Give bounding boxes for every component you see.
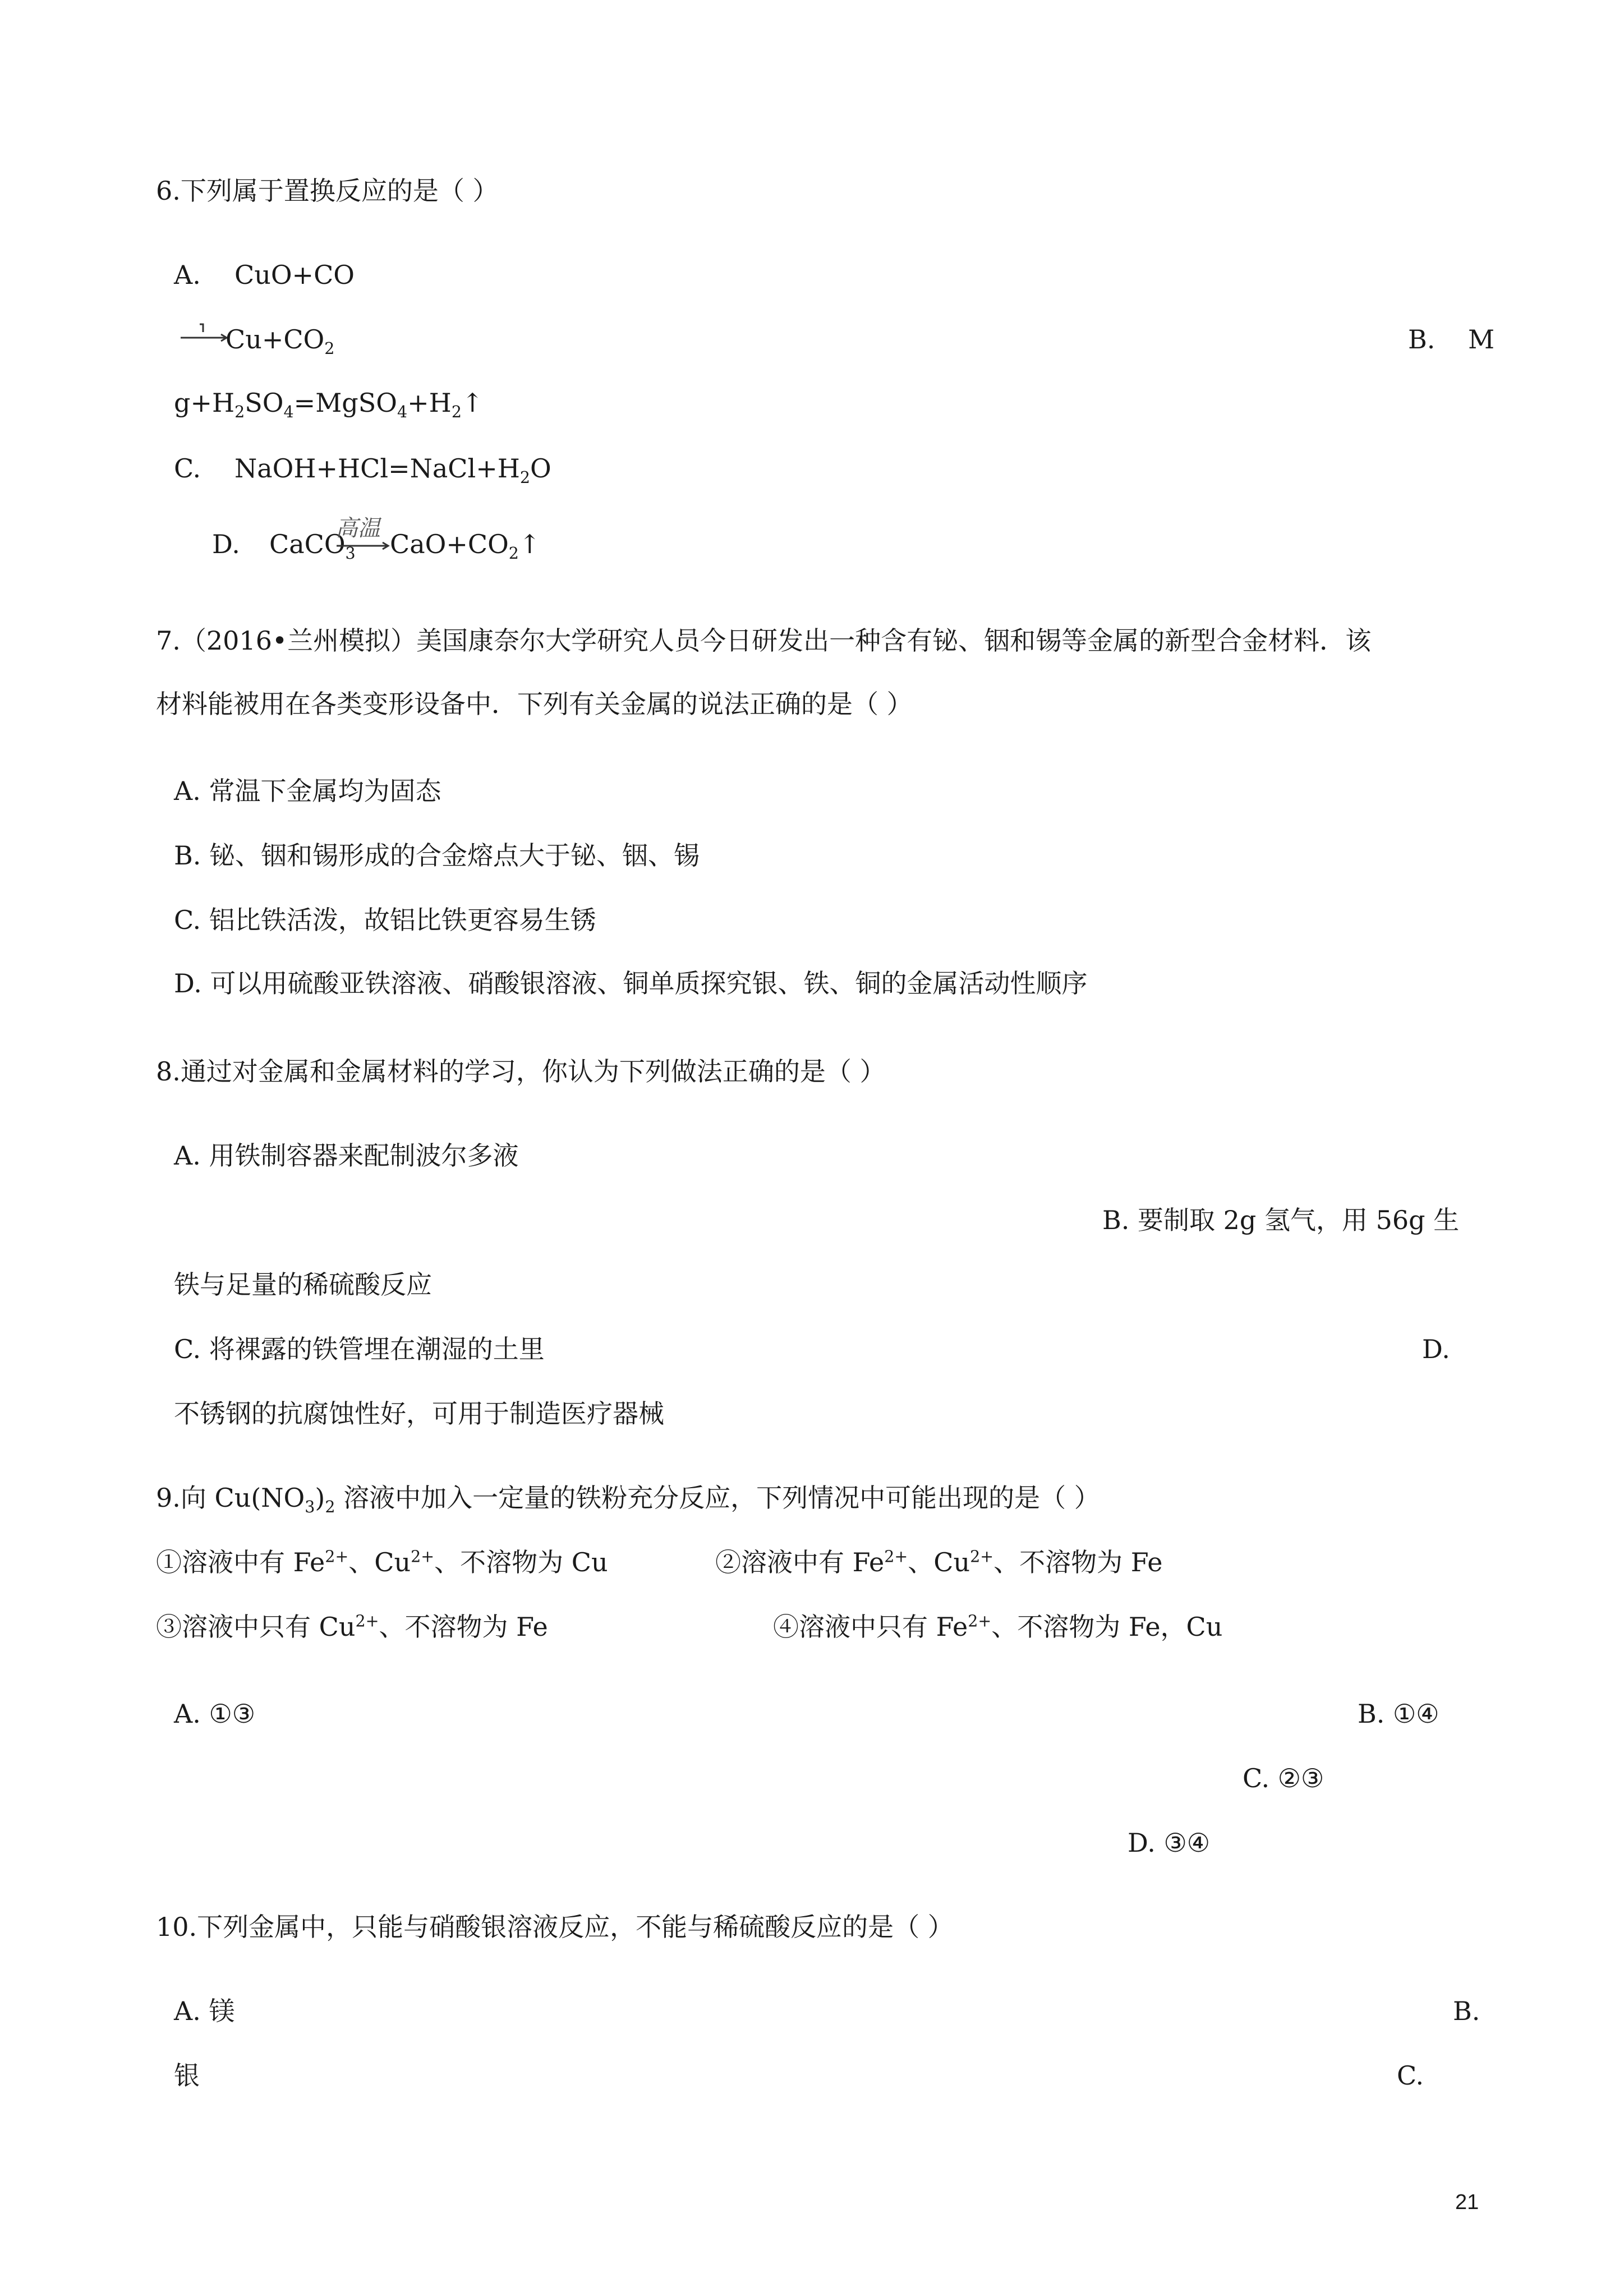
q9-option-c: C. ②③ <box>1243 1763 1324 1793</box>
q7-option-c: C. 铝比铁活泼，故铝比铁更容易生锈 <box>174 905 596 935</box>
q7-option-b: B. 铋、铟和锡形成的合金熔点大于铋、铟、锡 <box>174 840 700 871</box>
q8-option-d-label: D. <box>1422 1334 1450 1364</box>
q6-option-d-condition: 高温 <box>335 516 380 541</box>
q6-option-b-label: B. M <box>1408 324 1495 355</box>
q8-option-c: C. 将裸露的铁管埋在潮湿的土里 <box>174 1334 545 1364</box>
reaction-arrow-icon <box>178 320 229 348</box>
q6-option-c-label: C. <box>174 453 201 484</box>
reaction-arrow-icon <box>335 537 392 554</box>
q7-stem-line1: 7.（2016•兰州模拟）美国康奈尔大学研究人员今日研发出一种含有铋、铟和锡等金属的新型合金材料．该 <box>156 625 1372 656</box>
q9-option-b: B. ①④ <box>1358 1699 1439 1729</box>
q8-option-b-line1: B. 要制取 2g 氢气，用 56g 生 <box>1102 1205 1460 1235</box>
q10-option-c-label: C. <box>1397 2060 1424 2091</box>
q9-situation-2: ②溶液中有 $Fe^{2+}$、$Cu^{2+}$、不溶物为 Fe <box>715 1547 1163 1577</box>
q6-option-d-label: D. <box>212 529 240 559</box>
q6-option-a-product: $Cu+CO_2$ <box>226 324 335 358</box>
page-number: 21 <box>1455 2191 1479 2214</box>
q6-stem: 6.下列属于置换反应的是（ ） <box>156 176 499 206</box>
q9-stem: 9.向 $Cu(NO_3)_2$ 溶液中加入一定量的铁粉充分反应，下列情况中可能出现的是（ ） <box>156 1483 1100 1517</box>
q6-option-d-product: $CaO+CO_2↑$ <box>390 529 541 563</box>
q8-option-b-line2: 铁与足量的稀硫酸反应 <box>174 1269 432 1300</box>
q8-stem: 8.通过对金属和金属材料的学习，你认为下列做法正确的是（ ） <box>156 1056 886 1087</box>
q9-situation-3: ③溶液中只有 $Cu^{2+}$、不溶物为 Fe <box>156 1612 548 1642</box>
q9-option-d: D. ③④ <box>1128 1828 1210 1858</box>
q9-situation-4: ④溶液中只有 $Fe^{2+}$、不溶物为 Fe，Cu <box>773 1612 1223 1642</box>
q8-option-d-line2: 不锈钢的抗腐蚀性好，可用于制造医疗器械 <box>174 1398 664 1429</box>
q9-situation-1: ①溶液中有 $Fe^{2+}$、$Cu^{2+}$、不溶物为 Cu <box>156 1547 608 1577</box>
q10-option-a: A. 镁 <box>174 1996 235 2026</box>
q10-option-b-text: 银 <box>174 2060 200 2091</box>
q7-stem-line2: 材料能被用在各类变形设备中．下列有关金属的说法正确的是（ ） <box>156 689 913 719</box>
q10-stem: 10.下列金属中，只能与硝酸银溶液反应，不能与稀硫酸反应的是（ ） <box>156 1912 954 1942</box>
q9-option-a: A. ①③ <box>174 1699 255 1729</box>
q8-option-a: A. 用铁制容器来配制波尔多液 <box>174 1140 519 1171</box>
q6-option-b-text: $g+H_2SO_4=MgSO_4+H_2↑$ <box>174 388 484 422</box>
q6-option-c-text: $NaOH+HCl=NaCl+H_2O$ <box>234 453 551 487</box>
q6-option-a-label: A. <box>174 260 201 290</box>
q7-option-d: D. 可以用硫酸亚铁溶液、硝酸银溶液、铜单质探究银、铁、铜的金属活动性顺序 <box>174 968 1088 999</box>
q10-option-b-label: B. <box>1453 1996 1480 2026</box>
q7-option-a: A. 常温下金属均为固态 <box>174 776 441 806</box>
q6-option-d-reactant: CaCO$_3$ <box>269 529 356 563</box>
q6-option-a-text: CuO+CO <box>234 260 355 290</box>
